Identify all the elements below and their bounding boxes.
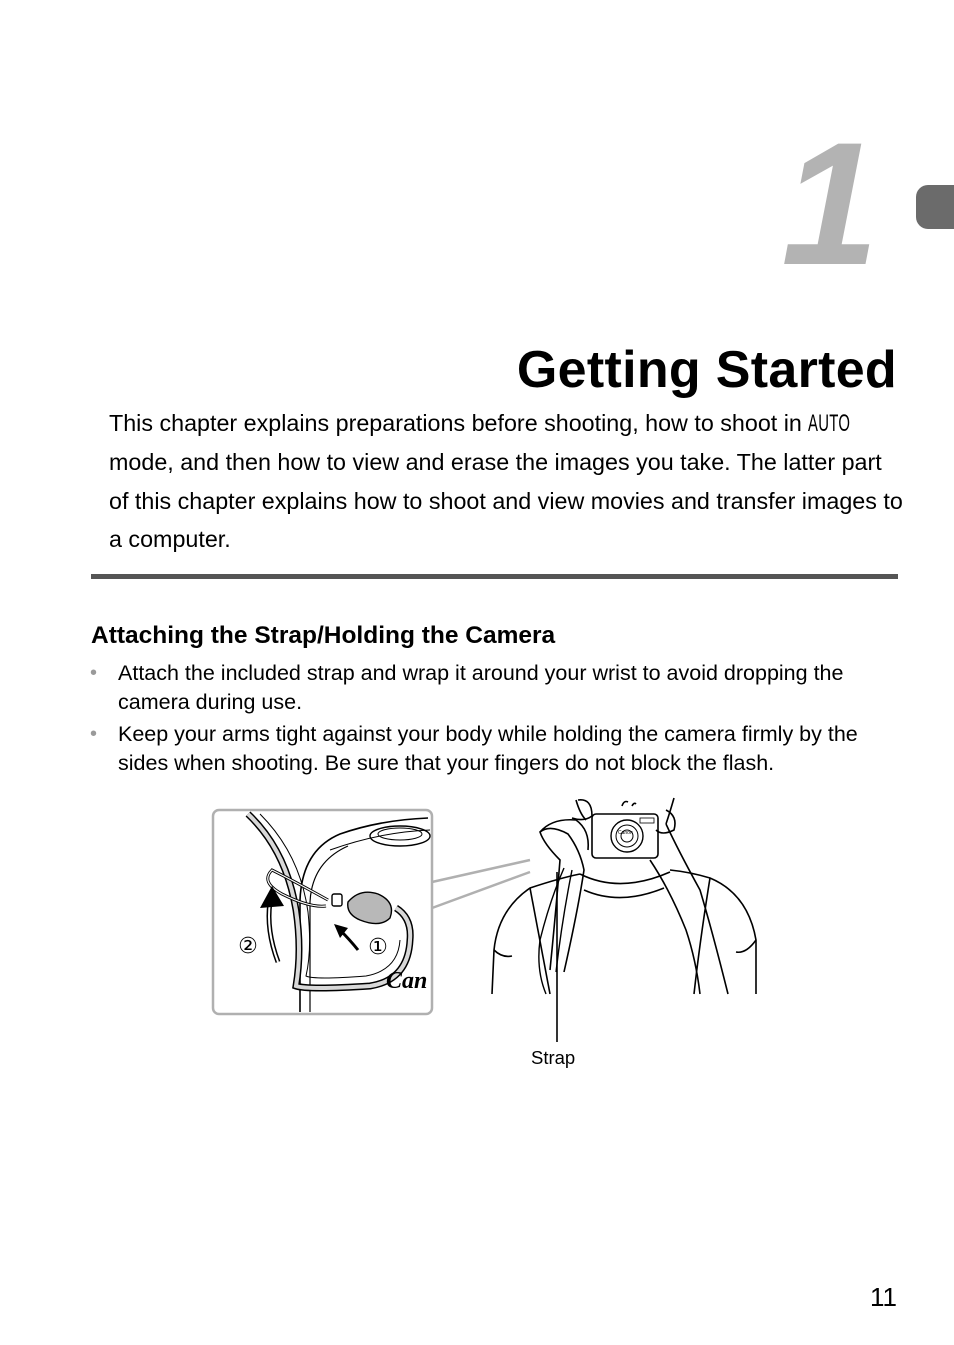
canon-logo: Can <box>386 968 428 994</box>
list-item <box>90 720 902 778</box>
section-divider <box>91 574 898 579</box>
bullet-icon: • <box>90 662 98 684</box>
chapter-number: 1 <box>781 107 879 302</box>
intro-text-start: This chapter explains preparations before shooting, how to shoot in <box>109 410 809 436</box>
list-item <box>90 659 902 717</box>
bullet-icon: • <box>90 723 98 745</box>
camera-brand-label: Canon <box>618 830 633 836</box>
bullet-list <box>90 659 902 781</box>
auto-mode-icon: AUTO <box>808 410 851 437</box>
step-1-label: ① <box>368 935 388 960</box>
bullet-text: Attach the included strap and wrap it around your wrist to avoid dropping the camera during use. <box>118 661 844 714</box>
strap-label: Strap <box>531 1047 576 1068</box>
strap-detail-inset <box>213 810 530 1014</box>
chapter-tab <box>916 185 954 229</box>
section-heading: Attaching the Strap/Holding the Camera <box>91 622 556 649</box>
strap-illustration <box>200 790 800 1090</box>
page-number: 11 <box>870 1282 897 1312</box>
chapter-title: Getting Started <box>516 341 897 399</box>
intro-text-end: mode, and then how to view and erase the images you take. The latter part of this chapter explains how to shoot and view movies and transfer images to a computer. <box>109 449 903 552</box>
bullet-text: Keep your arms tight against your body while holding the camera firmly by the sides when shooting. Be sure that your fingers do not block the flash. <box>118 722 858 775</box>
chapter-intro <box>109 404 904 558</box>
step-2-label: ② <box>238 934 258 959</box>
